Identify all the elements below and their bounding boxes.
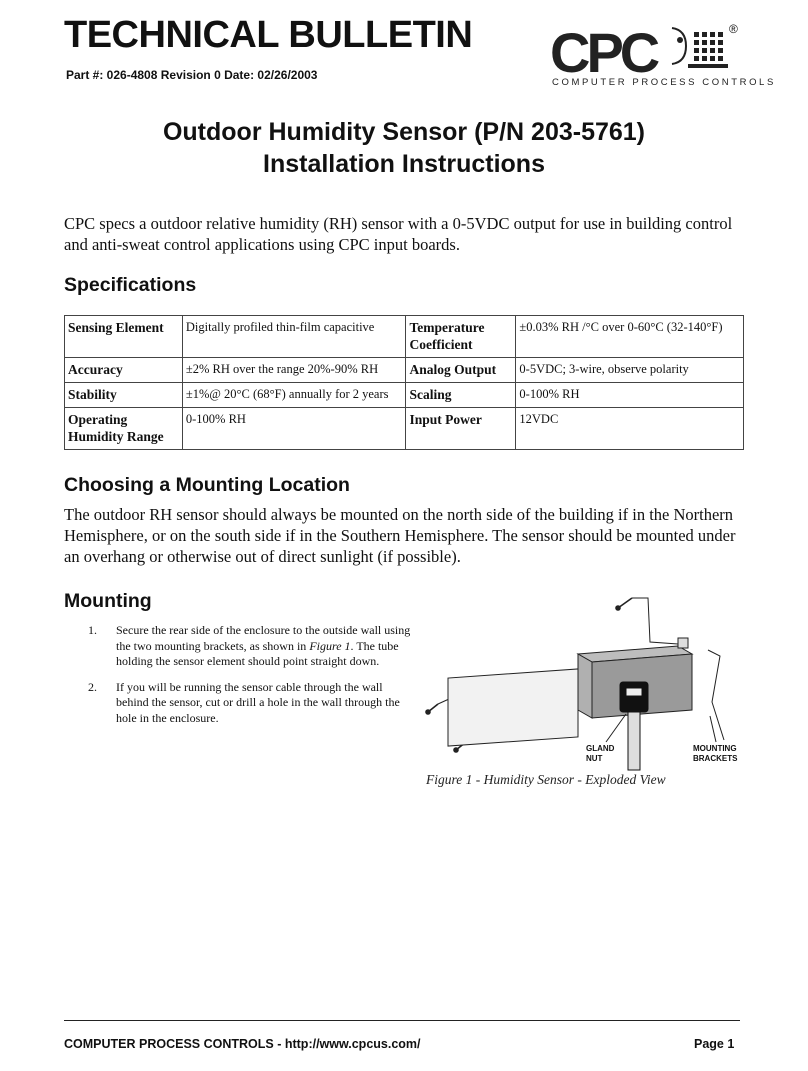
figure-reference: Figure 1 — [309, 638, 351, 653]
step-text: Secure the rear side of the enclosure to the outside wall using the two mounting brackets, as shown in — [116, 623, 411, 653]
specifications-table — [64, 315, 744, 450]
list-item — [88, 623, 418, 670]
spec-label: Accuracy — [65, 358, 183, 383]
spec-value: Digitally profiled thin-film capacitive — [182, 316, 406, 358]
logo-text: CPC — [550, 21, 657, 84]
table-row — [65, 383, 744, 408]
title-line-2: Installation Instructions — [263, 150, 545, 178]
specifications-heading: Specifications — [64, 274, 197, 296]
table-row — [65, 358, 744, 383]
spec-label: Input Power — [406, 408, 516, 450]
spec-label: Operating Humidity Range — [65, 408, 183, 450]
table-row — [65, 316, 744, 358]
step-number: 1. — [88, 623, 97, 637]
spec-label: Stability — [65, 383, 183, 408]
mounting-brackets-label: MOUNTING BRACKETS — [693, 744, 738, 763]
spec-value: 0-100% RH — [182, 408, 406, 450]
footer-company: COMPUTER PROCESS CONTROLS - http://www.cpcus.com/ — [64, 1037, 421, 1051]
logo-subtitle: COMPUTER PROCESS CONTROLS — [552, 77, 776, 88]
title-line-1: Outdoor Humidity Sensor (P/N 203-5761) — [162, 118, 646, 146]
footer-divider — [64, 1020, 740, 1021]
mounting-heading: Mounting — [64, 590, 152, 612]
spec-value: 12VDC — [516, 408, 744, 450]
intro-paragraph: CPC specs a outdoor relative humidity (RH) sensor with a 0-5VDC output for use in building control and anti-sweat control applications using CPC input boards. — [64, 214, 733, 254]
spec-label: Scaling — [406, 383, 516, 408]
spec-label: Sensing Element — [65, 316, 183, 358]
bulletin-title: TECHNICAL BULLETIN — [64, 14, 473, 56]
figure-caption: Figure 1 - Humidity Sensor - Exploded View — [426, 772, 666, 787]
page-number: Page 1 — [694, 1037, 735, 1051]
step-text: If you will be running the sensor cable through the wall behind the sensor, cut or drill a hole in the wall through the hole in the enclosure. — [116, 679, 400, 725]
choosing-location-paragraph: The outdoor RH sensor should always be mounted on the north side of the building if in the Northern Hemisphere, or on the south side if in the Southern Hemisphere. The sensor should be mounted under an overhang or otherwise out of direct sunlight (if possible). — [64, 505, 736, 566]
registered-mark: ® — [729, 22, 738, 36]
gland-nut-label: GLAND NUT — [586, 744, 615, 763]
list-item — [88, 680, 418, 727]
spec-label: Temperature Coefficient — [406, 316, 516, 358]
table-row — [65, 408, 744, 450]
part-info: Part #: 026-4808 Revision 0 Date: 02/26/2003 — [66, 68, 318, 82]
spec-value: 0-100% RH — [516, 383, 744, 408]
spec-label: Analog Output — [406, 358, 516, 383]
choosing-location-heading: Choosing a Mounting Location — [64, 474, 350, 496]
document-title — [0, 116, 808, 180]
step-number: 2. — [88, 679, 97, 694]
spec-value: ±2% RH over the range 20%-90% RH — [182, 358, 406, 383]
mounting-steps — [88, 623, 418, 736]
step-text: . The tube holding the sensor element should point straight down. — [116, 638, 399, 668]
spec-value: 0-5VDC; 3-wire, observe polarity — [516, 358, 744, 383]
spec-value: ±1%@ 20°C (68°F) annually for 2 years — [182, 383, 406, 408]
spec-value: ±0.03% RH /°C over 0-60°C (32-140°F) — [516, 316, 744, 358]
